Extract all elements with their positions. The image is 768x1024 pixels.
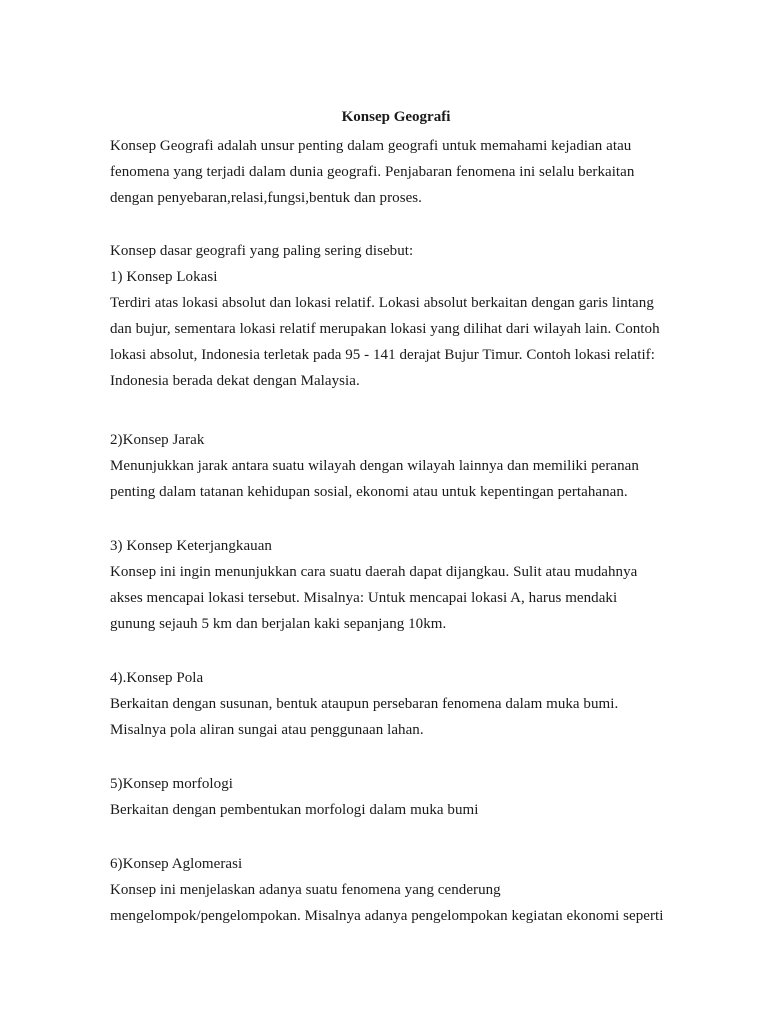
section-text-line: Menunjukkan jarak antara suatu wilayah dengan wilayah lainnya dan memiliki peranan bbox=[110, 458, 639, 474]
section-text-line: akses mencapai lokasi tersebut. Misalnya: Untuk mencapai lokasi A, harus mendaki bbox=[110, 590, 618, 606]
section-heading-pola: 4).Konsep Pola bbox=[110, 670, 204, 686]
section-text-line: Misalnya pola aliran sungai atau penggunaan lahan. bbox=[110, 722, 424, 738]
section-text-line: Konsep ini ingin menunjukkan cara suatu daerah dapat dijangkau. Sulit atau mudahnya bbox=[110, 564, 638, 580]
intro-line: dengan penyebaran,relasi,fungsi,bentuk dan proses. bbox=[110, 190, 422, 206]
section-heading-aglomerasi: 6)Konsep Aglomerasi bbox=[110, 856, 243, 872]
section-text-line: Berkaitan dengan pembentukan morfologi dalam muka bumi bbox=[110, 802, 479, 818]
intro-line: fenomena yang terjadi dalam dunia geografi. Penjabaran fenomena ini selalu berkaitan bbox=[110, 164, 635, 180]
section-heading-lokasi: 1) Konsep Lokasi bbox=[110, 269, 218, 285]
section-text-line: penting dalam tatanan kehidupan sosial, ekonomi atau untuk kepentingan pertahanan. bbox=[110, 484, 628, 500]
section-heading-jarak: 2)Konsep Jarak bbox=[110, 432, 205, 448]
section-text-line: mengelompok/pengelompokan. Misalnya adanya pengelompokan kegiatan ekonomi seperti bbox=[110, 908, 664, 924]
intro-line: Konsep Geografi adalah unsur penting dalam geografi untuk memahami kejadian atau bbox=[110, 138, 632, 154]
section-text-line: Berkaitan dengan susunan, bentuk ataupun persebaran fenomena dalam muka bumi. bbox=[110, 696, 619, 712]
section-text-line: dan bujur, sementara lokasi relatif merupakan lokasi yang dilihat dari wilayah lain. Contoh bbox=[110, 321, 660, 337]
section-text-line: gunung sejauh 5 km dan berjalan kaki sepanjang 10km. bbox=[110, 616, 447, 632]
section-text-line: Terdiri atas lokasi absolut dan lokasi relatif. Lokasi absolut berkaitan dengan garis lintang bbox=[110, 295, 654, 311]
section-heading-morfologi: 5)Konsep morfologi bbox=[110, 776, 233, 792]
document-title: Konsep Geografi bbox=[341, 109, 451, 125]
section-text-line: Konsep ini menjelaskan adanya suatu fenomena yang cenderung bbox=[110, 882, 501, 898]
section-text-line: lokasi absolut, Indonesia terletak pada 95 - 141 derajat Bujur Timur. Contoh lokasi relatif: bbox=[110, 347, 655, 363]
list-intro: Konsep dasar geografi yang paling sering disebut: bbox=[110, 243, 414, 259]
section-heading-keterjangkauan: 3) Konsep Keterjangkauan bbox=[110, 538, 272, 554]
section-text-line: Indonesia berada dekat dengan Malaysia. bbox=[110, 373, 360, 389]
